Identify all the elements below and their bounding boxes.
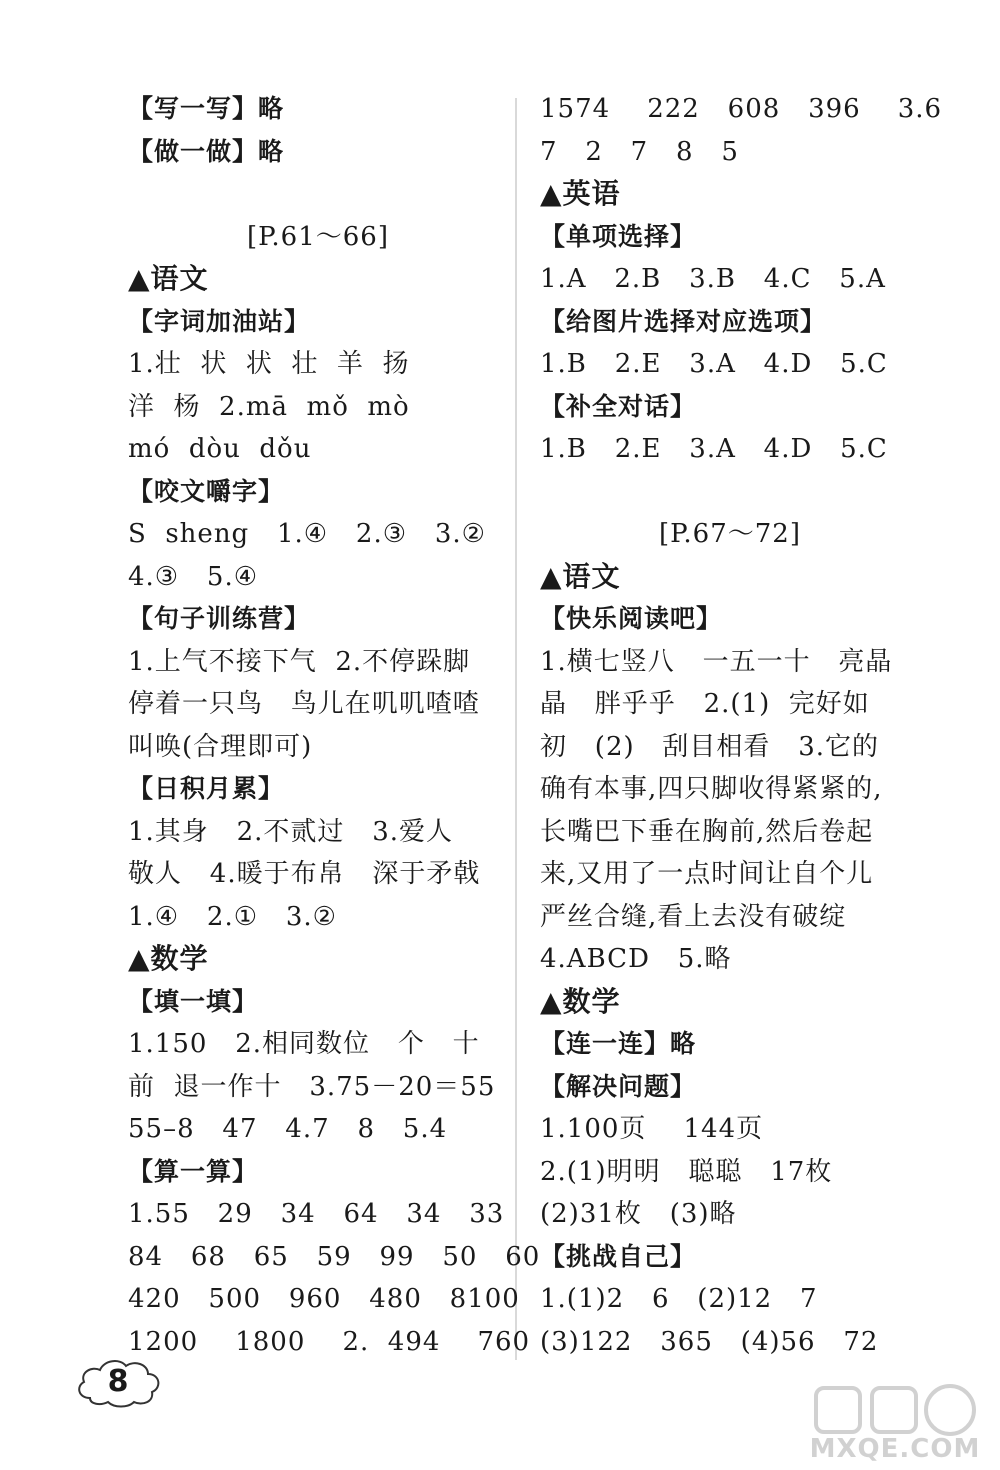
answer-line: 1.A 2.B 3.B 4.C 5.A	[540, 264, 886, 294]
exercise-label: 【解决问题】	[540, 1071, 697, 1101]
answer-line: mó dòu dǒu	[128, 434, 312, 464]
answer-line: 420 500 960 480 8100	[128, 1284, 520, 1314]
right-column	[540, 88, 943, 1363]
answer-line: 叫唤(合理即可)	[128, 731, 313, 762]
page-range-heading: [P.67～72]	[659, 519, 801, 549]
answer-line: 4.ABCD 5.略	[540, 944, 732, 974]
section-heading: ▲语文	[540, 559, 621, 593]
answer-line: 1.55 29 34 64 34 33	[128, 1199, 505, 1229]
answer-line: 4.③ 5.④	[128, 561, 259, 592]
answer-line: 1.100页 144页	[540, 1114, 764, 1144]
answer-line: 1.壮 状 状 壮 羊 扬	[128, 349, 410, 379]
exercise-label: 【日积月累】	[128, 774, 285, 803]
answer-line: 晶 胖乎乎 2.(1) 完好如	[540, 689, 870, 719]
exercise-label: 【写一写】略	[128, 94, 285, 123]
answer-line: (3)122 365 (4)56 72	[540, 1326, 879, 1357]
exercise-label: 【句子训练营】	[128, 604, 311, 633]
answer-line: 前 退一作十 3.75－20＝55	[128, 1071, 496, 1102]
exercise-label: 【字词加油站】	[128, 306, 311, 336]
spacer	[128, 173, 508, 216]
column-divider	[515, 98, 517, 1360]
answer-line: 1.150 2.相同数位 个 十	[128, 1029, 480, 1059]
exercise-label: 【补全对话】	[540, 391, 697, 421]
answer-line: 敬人 4.暖于布帛 深于矛戟	[128, 859, 481, 889]
answer-line: 7 2 7 8 5	[540, 136, 739, 167]
watermark-text: MXQE.COM	[809, 1434, 981, 1464]
answer-line: (2)31枚 (3)略	[540, 1199, 737, 1229]
watermark	[790, 1382, 1000, 1470]
page-number: 8	[107, 1364, 129, 1399]
answer-line: 严丝合缝,看上去没有破绽	[540, 901, 847, 932]
page-number-badge	[72, 1352, 164, 1412]
answer-line: 1.B 2.E 3.A 4.D 5.C	[540, 434, 888, 464]
section-heading: ▲语文	[128, 262, 209, 295]
answer-line: 长嘴巴下垂在胸前,然后卷起	[540, 816, 874, 847]
answer-line: 1.横七竖八 一五一十 亮晶	[540, 646, 893, 677]
exercise-label: 【挑战自己】	[540, 1241, 697, 1271]
answer-line: 1.其身 2.不贰过 3.爱人	[128, 816, 454, 847]
answer-line: 1.B 2.E 3.A 4.D 5.C	[540, 349, 888, 379]
exercise-label: 【连一连】略	[540, 1029, 697, 1058]
exercise-label: 【给图片选择对应选项】	[540, 306, 827, 336]
answer-line: 1574 222 608 396 3.6	[540, 94, 943, 124]
answer-line: 1200 1800 2. 494 760	[128, 1326, 531, 1357]
answer-line: 确有本事,四只脚收得紧紧的,	[540, 774, 883, 804]
exercise-label: 【咬文嚼字】	[128, 476, 285, 506]
section-heading: ▲数学	[540, 984, 621, 1018]
answer-line: 1.④ 2.① 3.②	[128, 901, 337, 932]
exercise-label: 【快乐阅读吧】	[540, 604, 723, 633]
answer-line: S sheng 1.④ 2.③ 3.②	[128, 519, 486, 549]
page-range-heading: [P.61～66]	[247, 221, 389, 252]
answer-line: 2.(1)明明 聪聪 17枚	[540, 1156, 833, 1187]
answer-line: 1.(1)2 6 (2)12 7	[540, 1284, 818, 1314]
exercise-label: 【填一填】	[128, 986, 259, 1016]
left-column	[128, 88, 541, 1363]
exercise-label: 【做一做】略	[128, 136, 285, 166]
section-heading: ▲英语	[540, 177, 621, 210]
spacer	[540, 471, 920, 514]
answer-line: 停着一只鸟 鸟儿在叽叽喳喳	[128, 689, 480, 719]
answer-line: 来,又用了一点时间让自个儿	[540, 859, 874, 889]
answer-line: 1.上气不接下气 2.不停跺脚	[128, 646, 471, 677]
exercise-label: 【单项选择】	[540, 221, 697, 251]
answer-line: 84 68 65 59 99 50 60	[128, 1241, 541, 1272]
answer-line: 洋 杨 2.mā mǒ mò	[128, 391, 410, 422]
answer-line: 55–8 47 4.7 8 5.4	[128, 1114, 448, 1144]
answer-line: 初 (2) 刮目相看 3.它的	[540, 731, 880, 762]
watermark-logo-icon	[790, 1382, 1000, 1438]
section-heading: ▲数学	[128, 942, 209, 975]
exercise-label: 【算一算】	[128, 1156, 259, 1186]
